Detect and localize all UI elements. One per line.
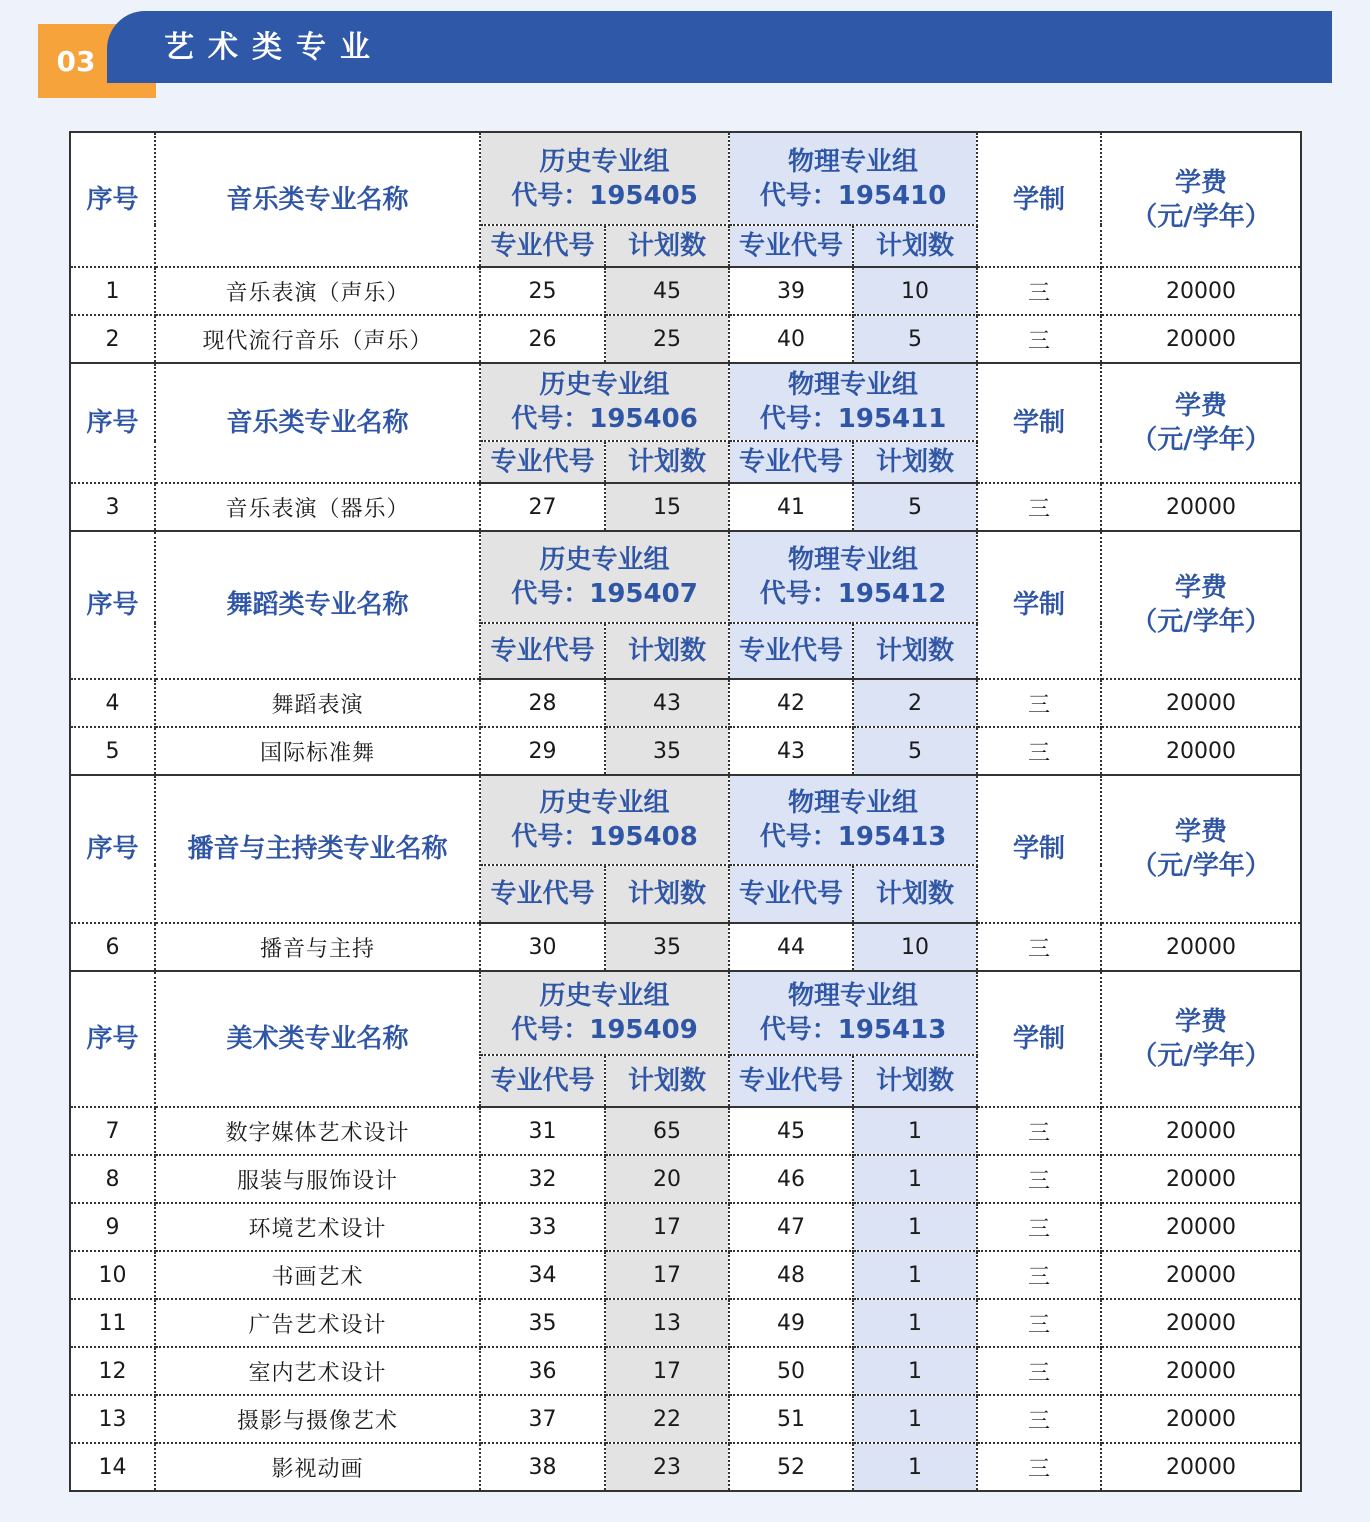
header-seq: 序号 bbox=[70, 363, 155, 483]
row-physics-code: 47 bbox=[729, 1203, 853, 1251]
header-history-group bbox=[480, 971, 729, 1055]
header-history-group bbox=[480, 531, 729, 623]
fee-unit: （元/学年） bbox=[1131, 607, 1271, 637]
header-history-group bbox=[480, 775, 729, 865]
header-history-group bbox=[480, 132, 729, 225]
row-duration: 三 bbox=[977, 1347, 1101, 1395]
row-physics-plan: 5 bbox=[853, 483, 977, 531]
history-plan-header: 计划数 bbox=[605, 225, 729, 267]
row-physics-plan: 1 bbox=[853, 1155, 977, 1203]
row-history-code: 28 bbox=[480, 679, 605, 727]
row-history-code: 34 bbox=[480, 1251, 605, 1299]
physics-group-code: 代号：195410 bbox=[759, 180, 947, 211]
header-seq: 序号 bbox=[70, 132, 155, 267]
row-history-code: 35 bbox=[480, 1299, 605, 1347]
row-physics-plan: 1 bbox=[853, 1347, 977, 1395]
row-physics-plan: 1 bbox=[853, 1251, 977, 1299]
header-seq: 序号 bbox=[70, 971, 155, 1107]
row-seq: 9 bbox=[70, 1203, 155, 1251]
fee-unit: （元/学年） bbox=[1131, 851, 1271, 881]
table-row bbox=[70, 1395, 1301, 1443]
physics-plan-header: 计划数 bbox=[853, 1055, 977, 1107]
row-fee: 20000 bbox=[1101, 1107, 1301, 1155]
header-physics-group bbox=[729, 775, 977, 865]
physics-code-header: 专业代号 bbox=[729, 1055, 853, 1107]
fee-label: 学费 bbox=[1175, 817, 1228, 847]
row-history-plan: 35 bbox=[605, 727, 729, 775]
history-plan-header: 计划数 bbox=[605, 865, 729, 923]
table-row bbox=[70, 1203, 1301, 1251]
header-fee bbox=[1101, 132, 1301, 267]
row-major-name: 现代流行音乐（声乐） bbox=[155, 315, 480, 363]
table-row bbox=[70, 1155, 1301, 1203]
row-history-plan: 20 bbox=[605, 1155, 729, 1203]
header-duration: 学制 bbox=[977, 531, 1101, 679]
row-physics-code: 41 bbox=[729, 483, 853, 531]
physics-group-label: 物理专业组 bbox=[788, 370, 919, 400]
row-history-plan: 65 bbox=[605, 1107, 729, 1155]
row-history-code: 37 bbox=[480, 1395, 605, 1443]
header-fee bbox=[1101, 531, 1301, 679]
row-physics-code: 48 bbox=[729, 1251, 853, 1299]
row-history-plan: 17 bbox=[605, 1203, 729, 1251]
row-fee: 20000 bbox=[1101, 267, 1301, 315]
row-history-plan: 35 bbox=[605, 923, 729, 971]
row-duration: 三 bbox=[977, 1251, 1101, 1299]
fee-unit: （元/学年） bbox=[1131, 1041, 1271, 1071]
row-major-name: 服装与服饰设计 bbox=[155, 1155, 480, 1203]
header-duration: 学制 bbox=[977, 132, 1101, 267]
fee-label: 学费 bbox=[1175, 167, 1228, 198]
history-group-code: 代号：195409 bbox=[511, 1015, 698, 1045]
history-plan-header: 计划数 bbox=[605, 1055, 729, 1107]
fee-label: 学费 bbox=[1175, 573, 1228, 603]
history-group-label: 历史专业组 bbox=[539, 146, 670, 177]
row-physics-code: 42 bbox=[729, 679, 853, 727]
row-history-code: 32 bbox=[480, 1155, 605, 1203]
row-duration: 三 bbox=[977, 1203, 1101, 1251]
row-fee: 20000 bbox=[1101, 727, 1301, 775]
table-row bbox=[70, 315, 1301, 363]
physics-plan-header: 计划数 bbox=[853, 865, 977, 923]
group-header-row bbox=[70, 132, 1301, 225]
row-major-name: 广告艺术设计 bbox=[155, 1299, 480, 1347]
row-fee: 20000 bbox=[1101, 679, 1301, 727]
row-major-name: 影视动画 bbox=[155, 1443, 480, 1491]
row-major-name: 摄影与摄像艺术 bbox=[155, 1395, 480, 1443]
header-seq: 序号 bbox=[70, 531, 155, 679]
row-major-name: 舞蹈表演 bbox=[155, 679, 480, 727]
physics-code-header: 专业代号 bbox=[729, 865, 853, 923]
physics-code-header: 专业代号 bbox=[729, 441, 853, 483]
history-plan-header: 计划数 bbox=[605, 441, 729, 483]
row-seq: 12 bbox=[70, 1347, 155, 1395]
row-history-plan: 17 bbox=[605, 1347, 729, 1395]
row-major-name: 音乐表演（声乐） bbox=[155, 267, 480, 315]
header-physics-group bbox=[729, 531, 977, 623]
header-fee bbox=[1101, 775, 1301, 923]
row-major-name: 播音与主持 bbox=[155, 923, 480, 971]
history-group-code: 代号：195408 bbox=[511, 822, 698, 852]
row-physics-plan: 1 bbox=[853, 1107, 977, 1155]
row-major-name: 室内艺术设计 bbox=[155, 1347, 480, 1395]
enrollment-table-wrapper bbox=[69, 131, 1300, 1492]
row-fee: 20000 bbox=[1101, 1203, 1301, 1251]
header-major-name: 舞蹈类专业名称 bbox=[155, 531, 480, 679]
header-duration: 学制 bbox=[977, 775, 1101, 923]
row-fee: 20000 bbox=[1101, 923, 1301, 971]
row-history-plan: 43 bbox=[605, 679, 729, 727]
header-major-name: 音乐类专业名称 bbox=[155, 132, 480, 267]
row-major-name: 环境艺术设计 bbox=[155, 1203, 480, 1251]
row-physics-plan: 2 bbox=[853, 679, 977, 727]
row-history-code: 27 bbox=[480, 483, 605, 531]
row-seq: 3 bbox=[70, 483, 155, 531]
table-row bbox=[70, 1251, 1301, 1299]
row-seq: 13 bbox=[70, 1395, 155, 1443]
table-row bbox=[70, 1443, 1301, 1491]
physics-group-code: 代号：195413 bbox=[759, 1015, 947, 1045]
row-fee: 20000 bbox=[1101, 1299, 1301, 1347]
row-physics-code: 52 bbox=[729, 1443, 853, 1491]
row-duration: 三 bbox=[977, 727, 1101, 775]
physics-group-code: 代号：195411 bbox=[759, 404, 947, 434]
physics-plan-header: 计划数 bbox=[853, 225, 977, 267]
physics-group-label: 物理专业组 bbox=[788, 146, 919, 177]
row-fee: 20000 bbox=[1101, 1443, 1301, 1491]
row-history-code: 25 bbox=[480, 267, 605, 315]
header-major-name: 美术类专业名称 bbox=[155, 971, 480, 1107]
row-seq: 6 bbox=[70, 923, 155, 971]
row-duration: 三 bbox=[977, 1155, 1101, 1203]
row-physics-code: 45 bbox=[729, 1107, 853, 1155]
fee-unit: （元/学年） bbox=[1131, 201, 1271, 232]
row-history-code: 38 bbox=[480, 1443, 605, 1491]
row-history-plan: 15 bbox=[605, 483, 729, 531]
history-group-code: 代号：195407 bbox=[511, 579, 698, 609]
row-physics-code: 51 bbox=[729, 1395, 853, 1443]
section-number: 03 bbox=[56, 45, 96, 78]
table-row bbox=[70, 1347, 1301, 1395]
row-history-plan: 22 bbox=[605, 1395, 729, 1443]
history-code-header: 专业代号 bbox=[480, 441, 605, 483]
row-history-plan: 23 bbox=[605, 1443, 729, 1491]
row-duration: 三 bbox=[977, 1299, 1101, 1347]
row-physics-plan: 1 bbox=[853, 1203, 977, 1251]
row-seq: 11 bbox=[70, 1299, 155, 1347]
header-seq: 序号 bbox=[70, 775, 155, 923]
table-row bbox=[70, 267, 1301, 315]
group-header-row bbox=[70, 971, 1301, 1055]
row-history-code: 31 bbox=[480, 1107, 605, 1155]
row-fee: 20000 bbox=[1101, 483, 1301, 531]
row-fee: 20000 bbox=[1101, 1347, 1301, 1395]
group-header-row bbox=[70, 775, 1301, 865]
row-duration: 三 bbox=[977, 1107, 1101, 1155]
row-physics-plan: 10 bbox=[853, 267, 977, 315]
row-history-plan: 25 bbox=[605, 315, 729, 363]
row-fee: 20000 bbox=[1101, 315, 1301, 363]
row-seq: 8 bbox=[70, 1155, 155, 1203]
row-history-code: 33 bbox=[480, 1203, 605, 1251]
row-seq: 14 bbox=[70, 1443, 155, 1491]
header-physics-group bbox=[729, 971, 977, 1055]
row-major-name: 数字媒体艺术设计 bbox=[155, 1107, 480, 1155]
row-duration: 三 bbox=[977, 679, 1101, 727]
row-physics-code: 46 bbox=[729, 1155, 853, 1203]
header-physics-group bbox=[729, 363, 977, 441]
row-physics-plan: 1 bbox=[853, 1299, 977, 1347]
physics-group-code: 代号：195412 bbox=[759, 579, 947, 609]
header-fee bbox=[1101, 971, 1301, 1107]
history-group-code: 代号：195405 bbox=[511, 180, 698, 211]
row-major-name: 音乐表演（器乐） bbox=[155, 483, 480, 531]
history-group-label: 历史专业组 bbox=[539, 545, 670, 575]
row-history-code: 30 bbox=[480, 923, 605, 971]
row-physics-plan: 10 bbox=[853, 923, 977, 971]
history-code-header: 专业代号 bbox=[480, 225, 605, 267]
history-plan-header: 计划数 bbox=[605, 623, 729, 679]
header-major-name: 播音与主持类专业名称 bbox=[155, 775, 480, 923]
section-title: 艺术类专业 bbox=[164, 30, 384, 65]
row-seq: 4 bbox=[70, 679, 155, 727]
row-seq: 2 bbox=[70, 315, 155, 363]
row-duration: 三 bbox=[977, 483, 1101, 531]
row-history-code: 36 bbox=[480, 1347, 605, 1395]
physics-plan-header: 计划数 bbox=[853, 441, 977, 483]
physics-group-code: 代号：195413 bbox=[759, 822, 947, 852]
fee-label: 学费 bbox=[1175, 1007, 1228, 1037]
row-physics-plan: 1 bbox=[853, 1443, 977, 1491]
row-physics-code: 40 bbox=[729, 315, 853, 363]
row-major-name: 国际标准舞 bbox=[155, 727, 480, 775]
row-physics-code: 49 bbox=[729, 1299, 853, 1347]
row-duration: 三 bbox=[977, 315, 1101, 363]
row-history-plan: 45 bbox=[605, 267, 729, 315]
group-header-row bbox=[70, 363, 1301, 441]
header-fee bbox=[1101, 363, 1301, 483]
row-duration: 三 bbox=[977, 1395, 1101, 1443]
table-row bbox=[70, 679, 1301, 727]
header-physics-group bbox=[729, 132, 977, 225]
row-seq: 5 bbox=[70, 727, 155, 775]
header-major-name: 音乐类专业名称 bbox=[155, 363, 480, 483]
row-seq: 7 bbox=[70, 1107, 155, 1155]
row-duration: 三 bbox=[977, 923, 1101, 971]
row-physics-plan: 5 bbox=[853, 315, 977, 363]
table-row bbox=[70, 1299, 1301, 1347]
table-row bbox=[70, 727, 1301, 775]
row-major-name: 书画艺术 bbox=[155, 1251, 480, 1299]
enrollment-table bbox=[69, 131, 1302, 1492]
history-code-header: 专业代号 bbox=[480, 865, 605, 923]
row-fee: 20000 bbox=[1101, 1395, 1301, 1443]
enrollment-table-body bbox=[70, 132, 1301, 1491]
row-physics-code: 44 bbox=[729, 923, 853, 971]
physics-group-label: 物理专业组 bbox=[788, 788, 919, 818]
physics-plan-header: 计划数 bbox=[853, 623, 977, 679]
physics-code-header: 专业代号 bbox=[729, 225, 853, 267]
row-history-plan: 13 bbox=[605, 1299, 729, 1347]
group-header-row bbox=[70, 531, 1301, 623]
physics-group-label: 物理专业组 bbox=[788, 545, 919, 575]
row-fee: 20000 bbox=[1101, 1155, 1301, 1203]
header-history-group bbox=[480, 363, 729, 441]
history-group-label: 历史专业组 bbox=[539, 370, 670, 400]
physics-code-header: 专业代号 bbox=[729, 623, 853, 679]
row-history-code: 29 bbox=[480, 727, 605, 775]
fee-label: 学费 bbox=[1175, 391, 1228, 421]
row-physics-plan: 5 bbox=[853, 727, 977, 775]
history-group-label: 历史专业组 bbox=[539, 788, 670, 818]
fee-unit: （元/学年） bbox=[1131, 425, 1271, 455]
history-group-label: 历史专业组 bbox=[539, 981, 670, 1011]
header-duration: 学制 bbox=[977, 971, 1101, 1107]
history-group-code: 代号：195406 bbox=[511, 404, 698, 434]
row-seq: 1 bbox=[70, 267, 155, 315]
row-physics-code: 50 bbox=[729, 1347, 853, 1395]
header-duration: 学制 bbox=[977, 363, 1101, 483]
row-history-plan: 17 bbox=[605, 1251, 729, 1299]
row-physics-code: 39 bbox=[729, 267, 853, 315]
row-physics-plan: 1 bbox=[853, 1395, 977, 1443]
table-row bbox=[70, 923, 1301, 971]
table-row bbox=[70, 1107, 1301, 1155]
row-duration: 三 bbox=[977, 1443, 1101, 1491]
row-seq: 10 bbox=[70, 1251, 155, 1299]
row-fee: 20000 bbox=[1101, 1251, 1301, 1299]
table-row bbox=[70, 483, 1301, 531]
history-code-header: 专业代号 bbox=[480, 623, 605, 679]
row-history-code: 26 bbox=[480, 315, 605, 363]
row-duration: 三 bbox=[977, 267, 1101, 315]
history-code-header: 专业代号 bbox=[480, 1055, 605, 1107]
row-physics-code: 43 bbox=[729, 727, 853, 775]
physics-group-label: 物理专业组 bbox=[788, 981, 919, 1011]
